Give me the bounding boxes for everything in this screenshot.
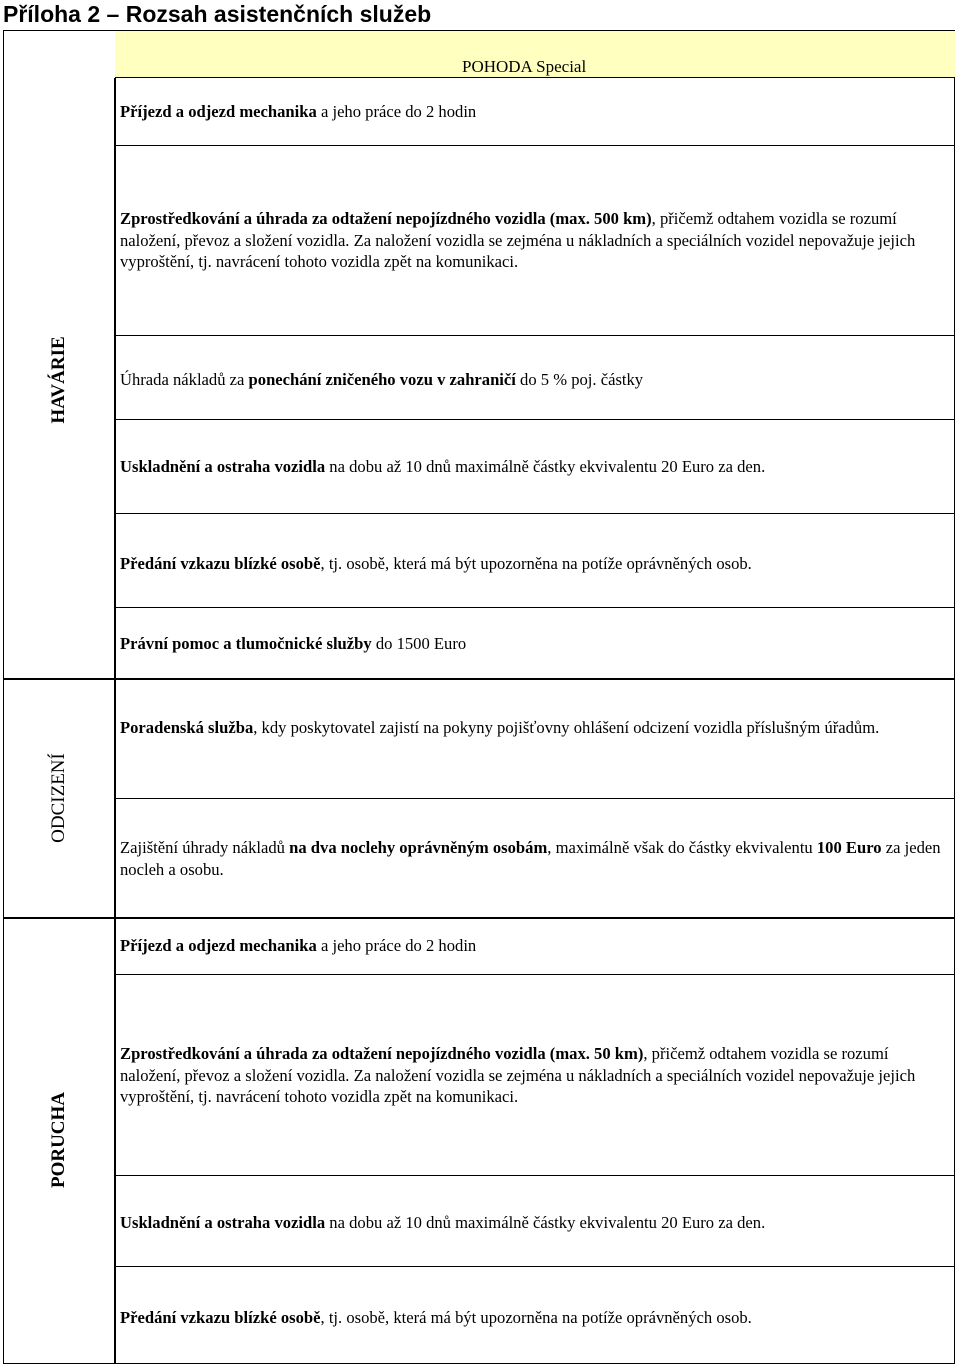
product-name: POHODA Special	[462, 57, 587, 76]
service-item-advisory: Poradenská služba, kdy poskytovatel zajistí na pokyny pojišťovny ohlášení odcizení vozidla příslušným úřadům.	[120, 718, 880, 737]
service-item-storage: Uskladnění a ostraha vozidla na dobu až 10 dnů maximálně částky ekvivalentu 20 Euro za den.	[120, 457, 766, 476]
service-item-message: Předání vzkazu blízké osobě, tj. osobě, která má být upozorněna na potíže oprávněných osob.	[120, 1308, 752, 1327]
section-divider	[4, 678, 954, 680]
category-odcizeni: ODCIZENÍ	[48, 753, 69, 843]
row-divider	[115, 419, 955, 420]
service-item-abandoned-vehicle: Úhrada nákladů za ponechání zničeného vozu v zahraničí do 5 % poj. částky	[120, 370, 644, 389]
row-divider	[115, 145, 955, 146]
row-divider	[115, 335, 955, 336]
row-divider	[115, 1266, 955, 1267]
row-divider	[115, 798, 955, 799]
row-divider	[115, 974, 955, 975]
category-havarie: HAVÁRIE	[48, 336, 69, 424]
row-divider	[115, 1175, 955, 1176]
category-porucha: PORUCHA	[48, 1091, 69, 1189]
column-divider	[114, 78, 116, 1364]
service-item-legal-help: Právní pomoc a tlumočnické služby do 1500 Euro	[120, 634, 467, 653]
page-title: Příloha 2 – Rozsah asistenčních služeb	[3, 1, 432, 27]
service-item-mechanic: Příjezd a odjezd mechanika a jeho práce do 2 hodin	[120, 102, 477, 121]
service-item-accommodation: Zajištění úhrady nákladů na dva noclehy oprávněným osobám, maximálně však do částky ekvivalentu 100 Euro za jeden nocleh a osobu.	[120, 838, 941, 879]
row-divider	[115, 513, 955, 514]
row-divider	[115, 607, 955, 608]
service-item-towing: Zprostředkování a úhrada za odtažení nepojízdného vozidla (max. 50 km), přičemž odtahem vozidla se rozumí naložení, převoz a složení vozidla. Za naložení vozidla se zejména u nákladních a speciálních vozidel nepovažuje jejich vyproštění, tj. navrácení tohoto vozidla zpět na komunikaci.	[120, 1044, 916, 1106]
section-divider	[4, 917, 954, 919]
service-item-message: Předání vzkazu blízké osobě, tj. osobě, která má být upozorněna na potíže oprávněných osob.	[120, 554, 752, 573]
service-item-mechanic: Příjezd a odjezd mechanika a jeho práce do 2 hodin	[120, 936, 477, 955]
service-item-storage: Uskladnění a ostraha vozidla na dobu až 10 dnů maximálně částky ekvivalentu 20 Euro za den.	[120, 1213, 766, 1232]
service-item-towing: Zprostředkování a úhrada za odtažení nepojízdného vozidla (max. 500 km), přičemž odtahem vozidla se rozumí naložení, převoz a složení vozidla. Za naložení vozidla se zejména u nákladních a speciálních vozidel nepovažuje jejich vyproštění, tj. navrácení tohoto vozidla zpět na komunikaci.	[120, 209, 916, 271]
